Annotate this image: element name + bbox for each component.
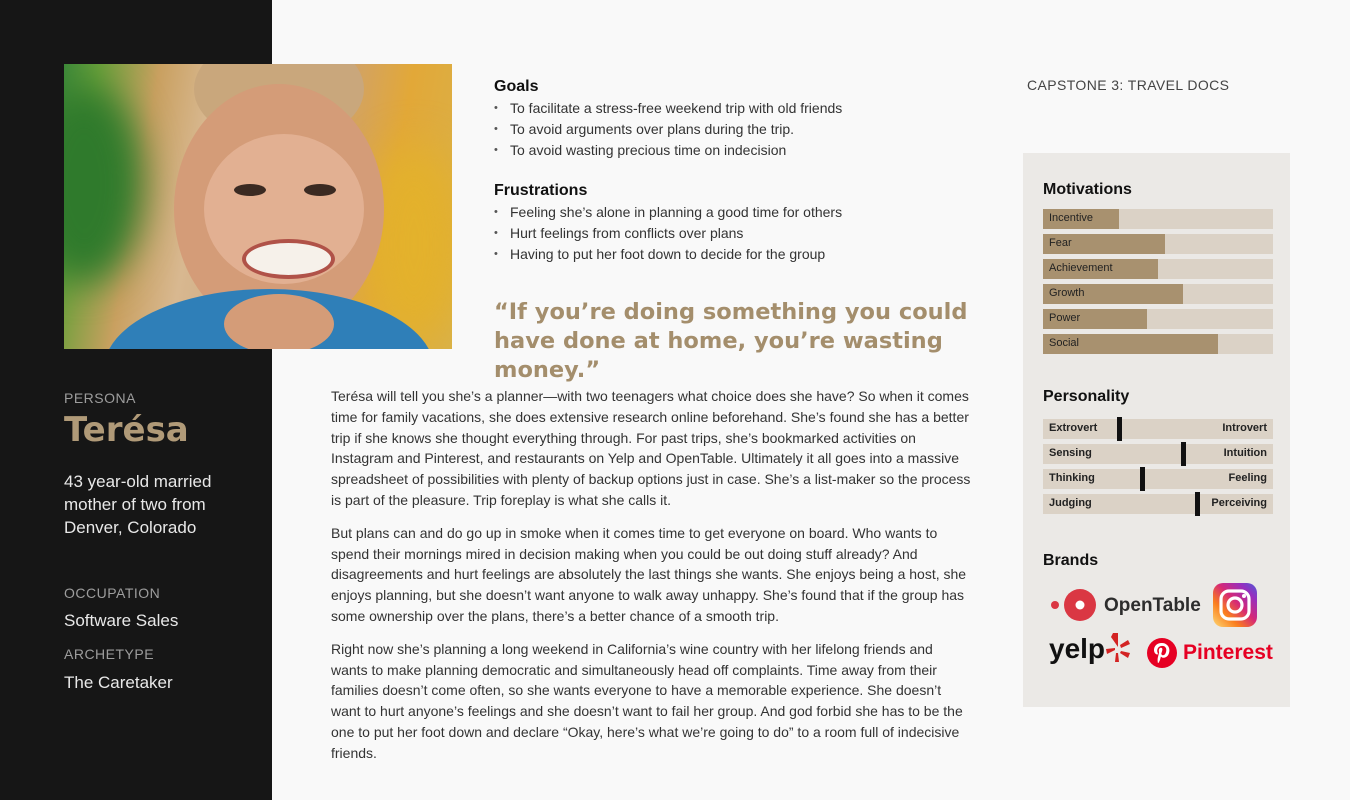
instagram-icon	[1213, 583, 1257, 627]
motivation-bar	[1043, 209, 1273, 229]
persona-label: PERSONA	[64, 390, 136, 406]
personality-marker	[1195, 492, 1200, 516]
frustrations-title: Frustrations	[494, 182, 588, 199]
story-paragraph: Terésa will tell you she’s a planner—with two teenagers what choice does she have? So when it comes time for family vacations, she does extensive research online beforehand. She’s found she has a better trip if she knows she thought everything through. For past trips, she’s bookmarked activities on Instagram and Pinterest, and restaurants on Yelp and OpenTable. Ultimately it all goes into a massive spreadsheet of possibilities with plenty of backup options just in case. She’s a list-maker so the process is part of the pleasure. Trip foreplay is what she calls it.	[331, 388, 971, 508]
personality-bar	[1043, 494, 1273, 514]
personality-right-label: Intuition	[1223, 447, 1267, 459]
motivation-label: Incentive	[1049, 212, 1094, 224]
goals-title: Goals	[494, 78, 539, 95]
list-item: • To avoid arguments over plans during the trip.	[494, 119, 842, 140]
personality-right-label: Perceiving	[1211, 497, 1267, 509]
personality-right-label: Feeling	[1228, 472, 1267, 484]
opentable-name: OpenTable	[1104, 595, 1201, 616]
personality-bar	[1043, 469, 1273, 489]
personality-bar	[1043, 444, 1273, 464]
list-item: • To avoid wasting precious time on indecision	[494, 140, 842, 161]
opentable-logo	[1049, 587, 1209, 623]
traits-panel	[1023, 153, 1290, 707]
pinterest-name: Pinterest	[1183, 641, 1273, 664]
occupation-label: OCCUPATION	[64, 585, 161, 601]
list-item: • To facilitate a stress-free weekend trip with old friends	[494, 98, 842, 119]
goals-list	[494, 98, 842, 161]
frustrations-list	[494, 202, 842, 265]
story-paragraph: But plans can and do go up in smoke when it comes time to get everyone on board. Who wants to spend their mornings mired in decision making when you could be out doing stuff already? And disagreements and hurt feelings are absolutely the last things she wants. She enjoys being a host, she enjoys planning, but she doesn’t want anyone to walk away unhappy. She’s found that if the group has some ownership over the plans, there’s a better chance of a smooth trip.	[331, 524, 967, 624]
motivation-label: Power	[1049, 312, 1081, 324]
list-item: • Feeling she’s alone in planning a good time for others	[494, 202, 842, 223]
personality-bar	[1043, 419, 1273, 439]
persona-name: Terésa	[64, 410, 189, 450]
personality-left-label: Thinking	[1049, 472, 1095, 484]
list-item: • Having to put her foot down to decide for the group	[494, 244, 842, 265]
motivation-bar	[1043, 259, 1273, 279]
archetype-label: ARCHETYPE	[64, 646, 155, 662]
motivation-label: Growth	[1049, 287, 1085, 299]
yelp-logo	[1049, 629, 1139, 673]
archetype-value: The Caretaker	[64, 673, 173, 692]
motivation-bar	[1043, 334, 1273, 354]
story-paragraph: Right now she’s planning a long weekend in California’s wine country with her lifelong friends and wants to make planning democratic and simultaneously head off complaints. Time away from their families doesn’t come often, so she wants everyone to have a memorable experience. She doesn’t want to hurt anyone’s feelings and she doesn’t want to fail her group. And god forbid she has to be the one to put her foot down and declare “Okay, here’s what we’re going to do” to a room full of indecisive friends.	[331, 640, 963, 761]
motivation-bar	[1043, 309, 1273, 329]
personality-left-label: Sensing	[1049, 447, 1092, 459]
motivation-bar	[1043, 234, 1273, 254]
motivation-label: Social	[1049, 337, 1079, 349]
personality-marker	[1140, 467, 1145, 491]
personality-title: Personality	[1043, 388, 1130, 405]
motivation-bar	[1043, 284, 1273, 304]
occupation-value: Software Sales	[64, 611, 179, 630]
capstone-title: CAPSTONE 3: TRAVEL DOCS	[1027, 77, 1230, 93]
personality-left-label: Judging	[1049, 497, 1092, 509]
motivations-title: Motivations	[1043, 181, 1132, 198]
brands-title: Brands	[1043, 552, 1099, 569]
motivation-label: Achievement	[1049, 262, 1113, 274]
motivation-label: Fear	[1049, 237, 1072, 249]
personality-right-label: Introvert	[1222, 422, 1267, 434]
personality-marker	[1117, 417, 1122, 441]
persona-story	[331, 386, 971, 776]
personality-left-label: Extrovert	[1049, 422, 1098, 434]
yelp-name: yelp	[1049, 633, 1106, 664]
persona-quote: “If you’re doing something you could have done at home, you’re wasting money.”	[494, 299, 968, 383]
personality-marker	[1181, 442, 1186, 466]
persona-description: 43 year-old married mother of two from Denver, Colorado	[64, 472, 212, 537]
pinterest-logo	[1146, 637, 1276, 671]
list-item: • Hurt feelings from conflicts over plans	[494, 223, 842, 244]
persona-photo	[64, 64, 452, 349]
